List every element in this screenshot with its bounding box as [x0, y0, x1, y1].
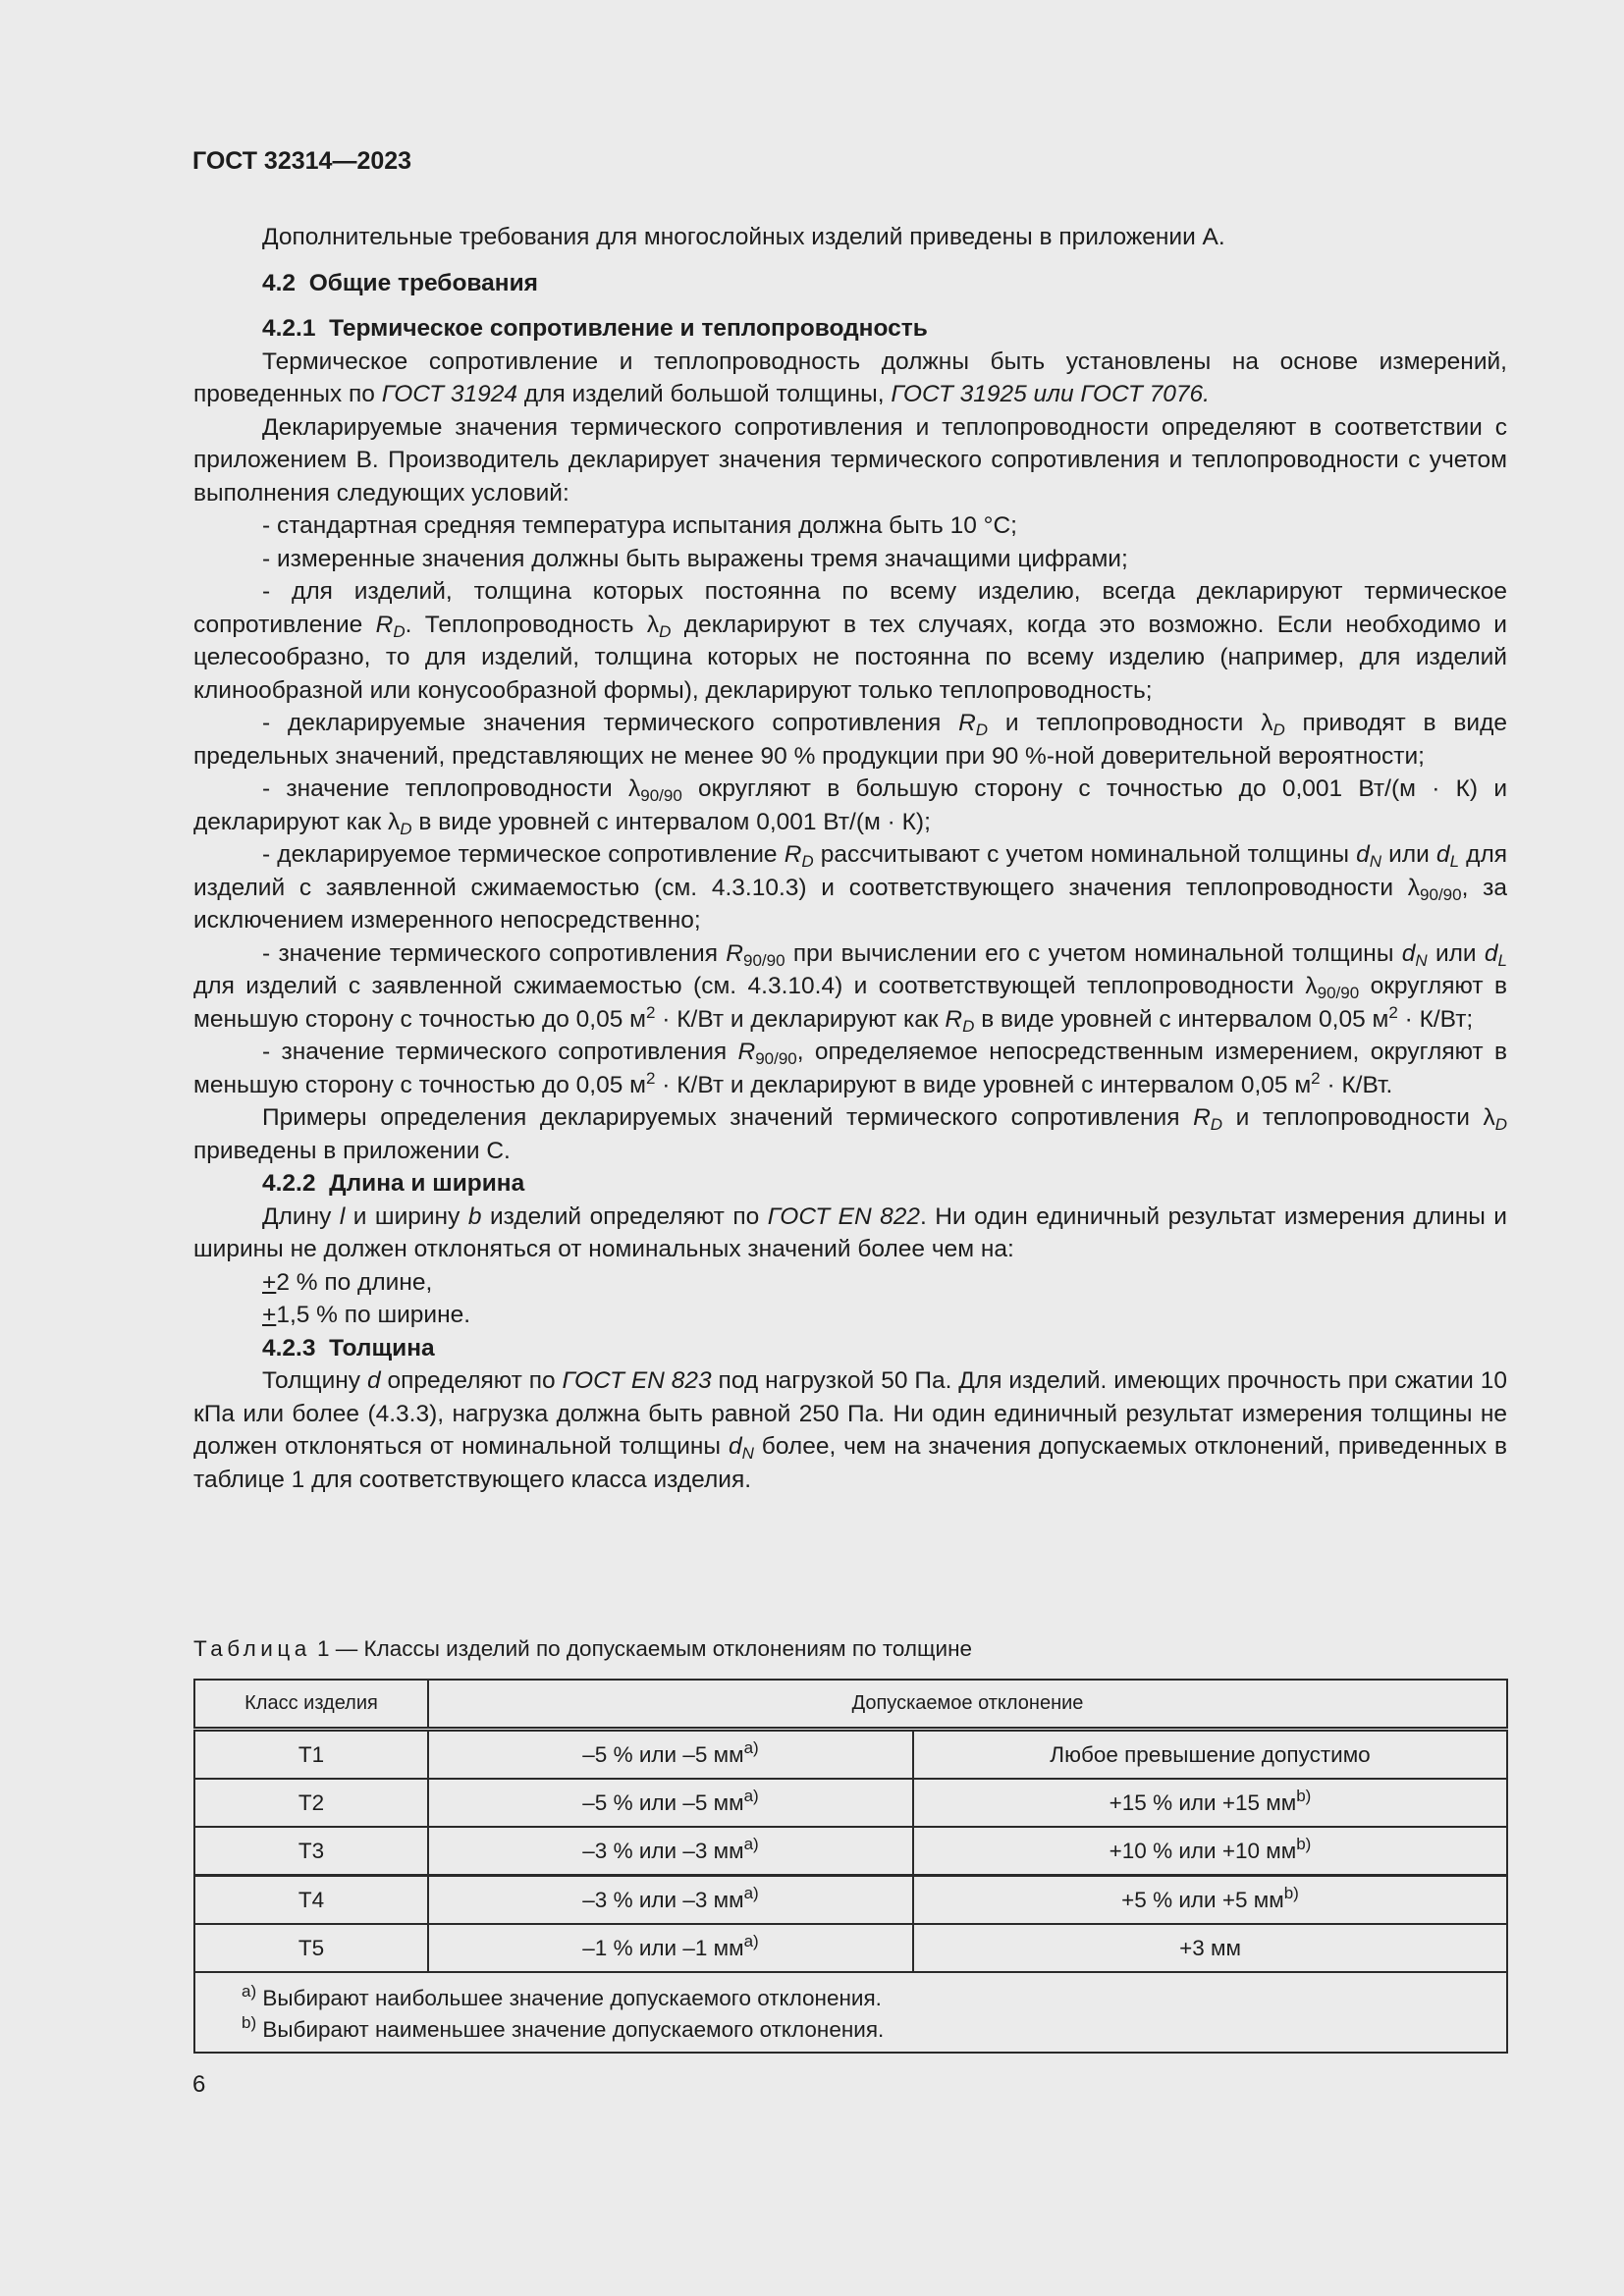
minus-deviation-cell: –3 % или –3 $мм^{a)}$	[428, 1876, 913, 1925]
tolerance-table	[193, 1679, 1508, 2054]
class-cell: T5	[194, 1924, 428, 1972]
paragraph: Длину l и ширину b изделий определяют по ГОСТ EN 822. Ни один единичный результат измерения длины и ширины не должен отклоняться от номинальных значений более чем на:	[193, 1202, 1507, 1262]
class-cell: T4	[194, 1876, 428, 1925]
footnote: $^{a)}$ Выбирают наибольшее значение допускаемого отклонения.	[242, 1982, 882, 2010]
paragraph: Декларируемые значения термического сопротивления и теплопроводности определяют в соответствии с приложением В. Производитель декларирует значения термического сопротивления и теплопроводности с учетом выполнения следующих условий:	[193, 413, 1507, 507]
page-number: 6	[192, 2071, 206, 2098]
list-item: - измеренные значения должны быть выражены тремя значащими цифрами;	[262, 545, 1128, 572]
section-heading-4-2-1: 4.2.1 Термическое сопротивление и теплопроводность	[262, 315, 928, 342]
plus-deviation-cell: Любое превышение допустимо	[913, 1730, 1507, 1780]
column-header-deviation: Допускаемое отклонение	[428, 1680, 1507, 1730]
minus-deviation-cell: –3 % или –3 $мм^{a)}$	[428, 1827, 913, 1876]
document-body	[193, 221, 1507, 1496]
plus-deviation-cell: +15 % или +15 $мм^{b)}$	[913, 1779, 1507, 1827]
table-header-row	[194, 1680, 1507, 1730]
table-footnotes	[194, 1972, 1507, 2053]
table-row	[194, 1924, 1507, 1972]
table-row	[194, 1827, 1507, 1876]
footnote: $^{b)}$ Выбирают наименьшее значение допускаемого отклонения.	[242, 2013, 885, 2042]
column-header-class: Класс изделия	[194, 1680, 428, 1730]
table-row	[194, 1876, 1507, 1925]
minus-deviation-cell: –5 % или –5 $мм^{a)}$	[428, 1779, 913, 1827]
section-heading-4-2-2: 4.2.2 Длина и ширина	[262, 1170, 525, 1197]
plus-deviation-cell: +10 % или +10 $мм^{b)}$	[913, 1827, 1507, 1876]
document-header: ГОСТ 32314—2023	[192, 147, 412, 175]
list-item: - значение теплопроводности $\lambda_{90/90}$ округляют в большую сторону с точностью до 0,001 Вт/(м · К) и декларируют как $\lambda_D$ в виде уровней с интервалом 0,001 Вт/(м · К);	[193, 775, 1508, 838]
table-caption: Таблица 1 — Классы изделий по допускаемым отклонениям по толщине	[193, 1636, 973, 1661]
section-heading-4-2: 4.2 Общие требования	[262, 269, 538, 296]
list-item: - декларируемое термическое сопротивление $R_D$ рассчитывают с учетом номинальной толщины $d_N$ или $d_L$ для изделий с заявленной сжимаемостью (см. 4.3.10.3) и соответствующего значения теплопроводности $\lambda_{90/90}$, за исключением измеренного непосредственно;	[193, 841, 1508, 934]
list-item: - для изделий, толщина которых постоянна по всему изделию, всегда декларируют термическое сопротивление $R_D$. Теплопроводность $\lambda_D$ декларируют в тех случаях, когда это возможно. Если необходимо и целесообразно, то для изделий, толщина которых не постоянна по всему изделию (например, для изделий клинообразной или конусообразной формы), декларируют только теплопроводность;	[193, 578, 1507, 704]
table-footnotes-row	[194, 1972, 1507, 2053]
plus-deviation-cell: +5 % или +5 $мм^{b)}$	[913, 1876, 1507, 1925]
list-item: - декларируемые значения термического сопротивления $R_D$ и теплопроводности $\lambda_D$ приводят в виде предельных значений, представляющих не менее 90 % продукции при 90 %-ной доверительной вероятности;	[193, 710, 1508, 770]
intro-paragraph: Дополнительные требования для многослойных изделий приведены в приложении А.	[262, 224, 1225, 250]
table-row	[194, 1730, 1507, 1780]
class-cell: T1	[194, 1730, 428, 1780]
class-cell: T2	[194, 1779, 428, 1827]
list-item: - значение термического сопротивления $R_{90/90}$ при вычислении его с учетом номинальной толщины $d_N$ или $d_L$ для изделий с заявленной сжимаемостью (см. 4.3.10.4) и соответствующей теплопроводности $\lambda_{90/90}$ округляют в меньшую сторону с точностью до 0,05 $м^2 \cdot К/Вт$ и декларируют как $R_D$ в виде уровней с интервалом 0,05 $м^2 \cdot К/Вт$;	[193, 939, 1507, 1036]
paragraph: Толщину d определяют по ГОСТ EN 823 под нагрузкой 50 Па. Для изделий. имеющих прочность при сжатии 10 кПа или более (4.3.3), нагрузка должна быть равной 250 Па. Ни один единичный результат измерения толщины не должен отклоняться от номинальной толщины $d_N$ более, чем на значения допускаемых отклонений, приведенных в таблице 1 для соответствующего класса изделия.	[193, 1367, 1508, 1493]
list-item: - стандартная средняя температура испытания должна быть 10 °С;	[262, 512, 1017, 539]
table-row	[194, 1779, 1507, 1827]
paragraph: Примеры определения декларируемых значений термического сопротивления $R_D$ и теплопроводности $\lambda_D$ приведены в приложении С.	[193, 1104, 1507, 1164]
tolerance-item: +1,5 % по ширине.	[262, 1302, 471, 1328]
section-heading-4-2-3: 4.2.3 Толщина	[262, 1334, 435, 1362]
plus-deviation-cell: +3 мм	[913, 1924, 1507, 1972]
list-item: - значение термического сопротивления $R_{90/90}$, определяемое непосредственным измерением, округляют в меньшую сторону с точностью до 0,05 $м^2 \cdot К/Вт$ и декларируют в виде уровней с интервалом 0,05 $м^2 \cdot К/Вт$.	[193, 1039, 1508, 1098]
minus-deviation-cell: –5 % или –5 $мм^{a)}$	[428, 1730, 913, 1780]
tolerance-item: +2 % по длине,	[262, 1268, 433, 1296]
minus-deviation-cell: –1 % или –1 $мм^{a)}$	[428, 1924, 913, 1972]
class-cell: T3	[194, 1827, 428, 1876]
paragraph: Термическое сопротивление и теплопроводность должны быть установлены на основе измерений, проведенных по ГОСТ 31924 для изделий большой толщины, ГОСТ 31925 или ГОСТ 7076.	[193, 347, 1507, 407]
